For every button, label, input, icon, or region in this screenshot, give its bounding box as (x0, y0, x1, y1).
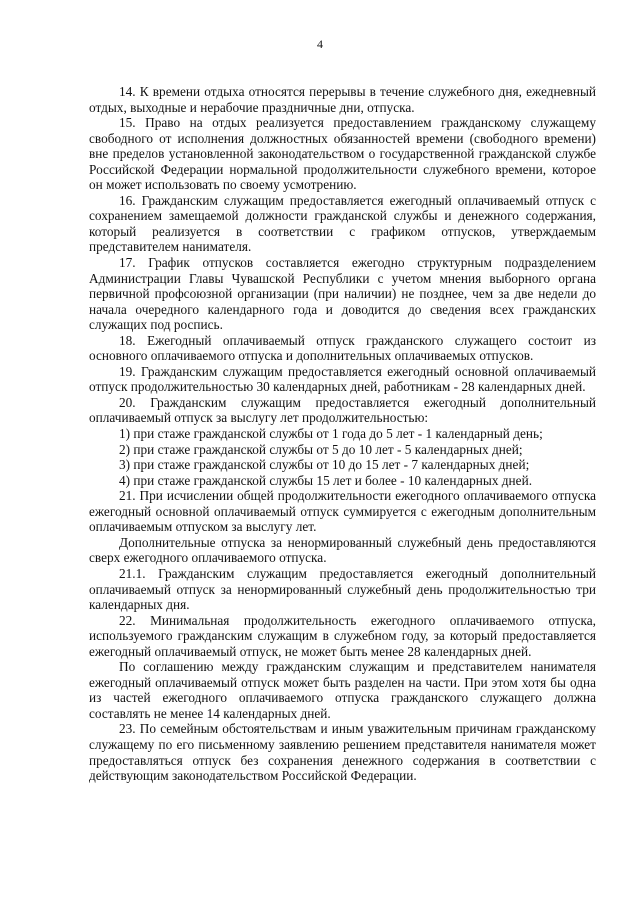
paragraph-14: 14. К времени отдыха относятся перерывы в течение служебного дня, ежедневный отдых, выходные и нерабочие праздничные дни, отпуска. (89, 84, 596, 115)
list-item-4: 4) при стаже гражданской службы 15 лет и более - 10 календарных дней. (119, 472, 533, 488)
page-number: 4 (317, 37, 323, 51)
paragraph-20: 20. Гражданским служащим предоставляется ежегодный дополнительный оплачиваемый отпуск за выслугу лет продолжительностью: (89, 394, 596, 426)
paragraph-19: 19. Гражданским служащим предоставляется ежегодный основной оплачиваемый отпуск продолжительностью 30 календарных дней, работникам - 28 календарных дней. (89, 363, 596, 395)
paragraph-18: 18. Ежегодный оплачиваемый отпуск гражданского служащего состоит из основного оплачиваемого отпуска и дополнительных оплачиваемых отпусков. (89, 332, 596, 364)
paragraph-22: 22. Минимальная продолжительность ежегодного оплачиваемого отпуска, используемого гражданским служащим в служебном году, за который предоставляется ежегодный оплачиваемый отпуск, не может быть менее 28 календарных дней. (89, 612, 596, 659)
paragraph-17: 17. График отпусков составляется ежегодно структурным подразделением Администрации Главы Чувашской Республики с учетом мнения выборного органа первичной профсоюзной организации (при наличии) не позднее, чем за две недели до начала очередного календарного года и доводится до сведения всех гражданских служащих под роспись. (89, 255, 596, 333)
list-item-1: 1) при стаже гражданской службы от 1 года до 5 лет - 1 календарный день; (119, 426, 543, 442)
paragraph-agreement: По соглашению между гражданским служащим и представителем нанимателя ежегодный оплачиваемый отпуск может быть разделен на части. При этом хотя бы одна из частей ежегодного оплачиваемого отпуска гражданского служащего должна составлять не менее 14 календарных дней. (89, 659, 596, 721)
paragraph-additional-leave: Дополнительные отпуска за ненормированный служебный день предоставляются сверх ежегодного оплачиваемого отпуска. (89, 534, 596, 566)
paragraph-15: 15. Право на отдых реализуется предоставлением гражданскому служащему свободного от исполнения должностных обязанностей времени (свободного времени) вне пределов установленной законодательством о государственной гражданской службе Российской Федерации нормальной продолжительности служебного времени, которое он может использовать по своему усмотрению. (89, 115, 596, 193)
paragraph-21-1: 21.1. Гражданским служащим предоставляется ежегодный дополнительный оплачиваемый отпуск за ненормированный служебный день продолжительностью три календарных дня. (89, 565, 596, 613)
paragraph-21: 21. При исчислении общей продолжительности ежегодного оплачиваемого отпуска ежегодный основной оплачиваемый отпуск суммируется с ежегодным дополнительным оплачиваемым отпуском за выслугу лет. (89, 488, 596, 535)
list-item-2: 2) при стаже гражданской службы от 5 до 10 лет - 5 календарных дней; (119, 441, 523, 457)
document-body (89, 84, 596, 784)
paragraph-16: 16. Гражданским служащим предоставляется ежегодный оплачиваемый отпуск с сохранением замещаемой должности гражданской службы и денежного содержания, который реализуется в соответствии с графиком отпусков, утверждаемым представителем нанимателя. (89, 192, 596, 255)
list-item-3: 3) при стаже гражданской службы от 10 до 15 лет - 7 календарных дней; (119, 457, 530, 473)
paragraph-23: 23. По семейным обстоятельствам и иным уважительным причинам гражданскому служащему по его письменному заявлению решением представителя нанимателя может предоставляться отпуск без сохранения денежного содержания в соответствии с действующим законодательством Российской Федерации. (89, 721, 596, 784)
